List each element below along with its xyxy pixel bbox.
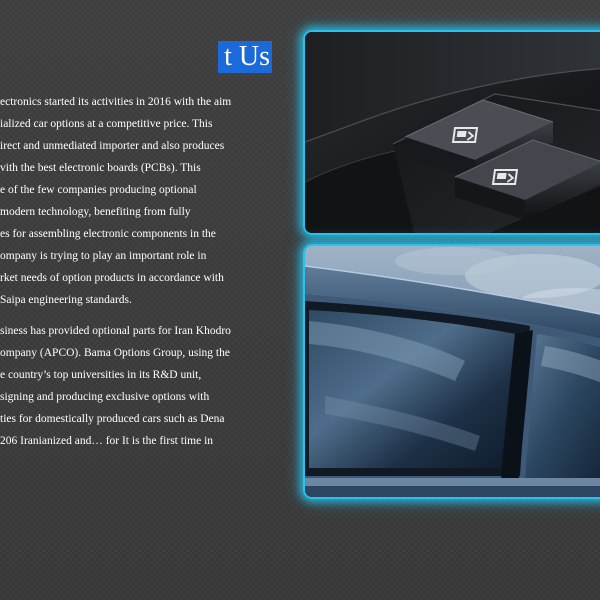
car-window-image xyxy=(303,244,600,499)
paragraph-line: vith the best electronic boards (PCBs). This xyxy=(0,162,201,174)
paragraph-line: ectronics started its activities in 2016 with the aim xyxy=(0,96,232,108)
paragraph-line: siness has provided optional parts for Iran Khodro xyxy=(0,325,231,337)
paragraph-line: ties for domestically produced cars such as Dena xyxy=(0,413,225,425)
paragraph-line: 206 Iranianized and… for It is the first time in xyxy=(0,435,214,447)
paragraph-line: ompany is trying to play an important role in xyxy=(0,250,207,262)
paragraph-line: irect and unmediated importer and also produces xyxy=(0,140,225,152)
paragraph-line: e of the few companies producing optional xyxy=(0,184,197,196)
paragraph-line: modern technology, benefiting from fully xyxy=(0,206,191,218)
paragraph-line: e country’s top universities in its R&D unit, xyxy=(0,369,202,381)
paragraph-line: Saipa engineering standards. xyxy=(0,294,132,306)
window-switch-image xyxy=(303,30,600,235)
heading-wrapper xyxy=(0,41,272,73)
window-switch-photo xyxy=(305,32,600,233)
about-section xyxy=(0,0,282,600)
paragraph-line: rket needs of option products in accordance with xyxy=(0,272,224,284)
paragraph-line: signing and producing exclusive options with xyxy=(0,391,210,403)
paragraph-gap xyxy=(0,311,282,320)
about-text xyxy=(0,91,282,452)
paragraph-line: ialized car options at a competitive price. This xyxy=(0,118,213,130)
about-heading: t Us xyxy=(218,41,272,73)
paragraph-line: ompany (APCO). Bama Options Group, using the xyxy=(0,347,230,359)
paragraph-line: es for assembling electronic components in the xyxy=(0,228,216,240)
car-window-photo xyxy=(305,246,600,497)
